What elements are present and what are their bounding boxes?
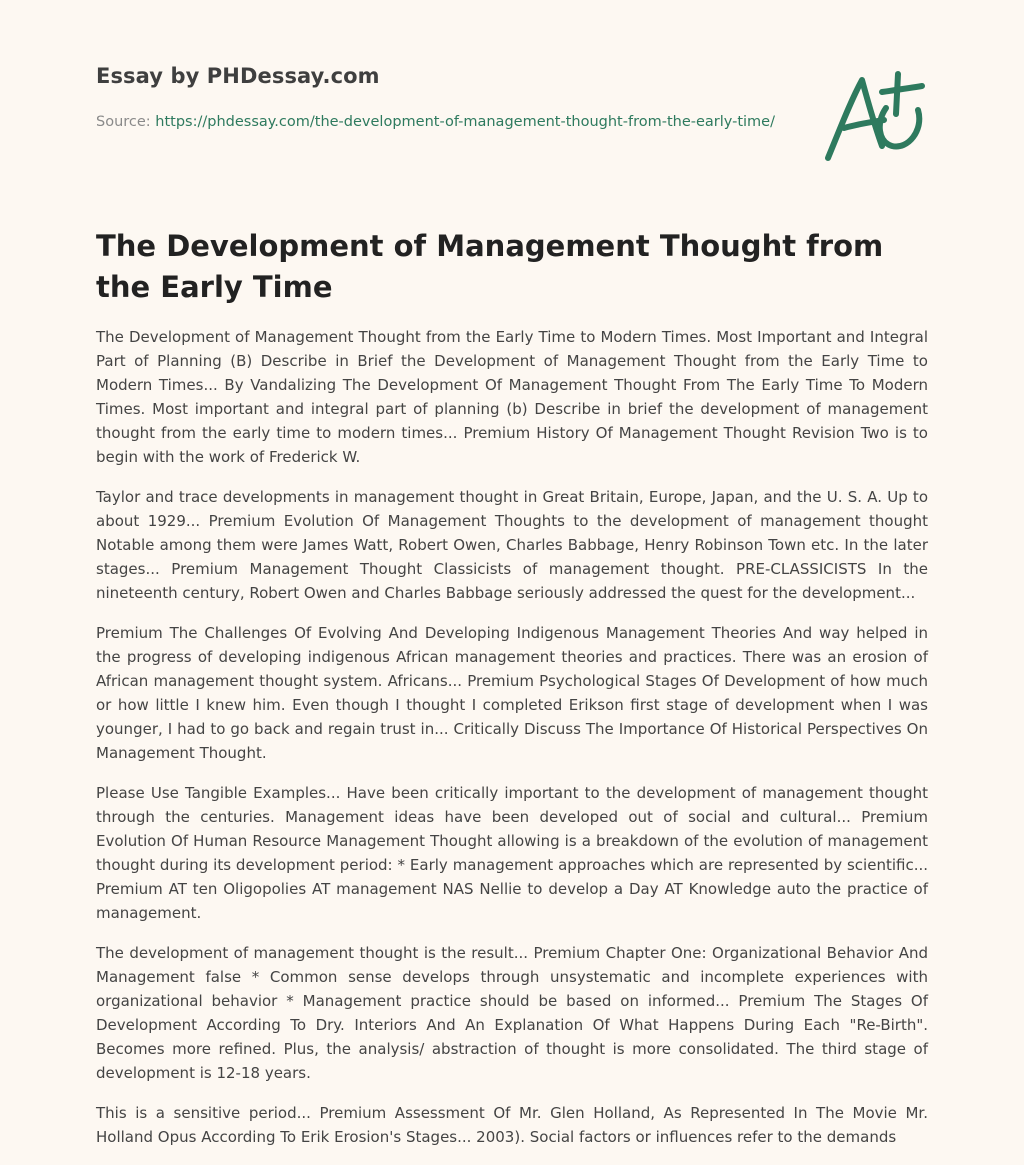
paragraph: This is a sensitive period... Premium Assessment Of Mr. Glen Holland, As Represented In The Movie Mr. Holland Opus According To Erik Erosion's Stages... 2003). Social factors or influences refer to the demands bbox=[96, 1104, 928, 1146]
paragraph: The Development of Management Thought from the Early Time to Modern Times. Most Important and Integral Part of Planning (B) Describe in Brief the Development of Management Thought from the Early Time to Modern Times... By Vandalizing The Development Of Management Thought From The Early Time To Modern Times. Most important and integral part of planning (b) Describe in brief the development of management thought from the early time to modern times... Premium History Of Management Thought Revision Two is to begin with the work of Frederick W. bbox=[96, 328, 928, 466]
paragraph: Taylor and trace developments in management thought in Great Britain, Europe, Japan, and the U. S. A. Up to about 1929... Premium Evolution Of Management Thoughts to the development of management thought Notable among them were James Watt, Robert Owen, Charles Babbage, Henry Robinson Town etc. In the later stages... Premium Management Thought Classicists of management thought. PRE-CLASSICISTS In the nineteenth century, Robert Owen and Charles Babbage seriously addressed the quest for the development... bbox=[96, 488, 928, 602]
paragraph: Please Use Tangible Examples... Have been critically important to the development of management thought through the centuries. Management ideas have been developed out of social and cultural... Premium Evolution Of Human Resource Management Thought allowing is a breakdown of the evolution of management thought during its development period: * Early management approaches which are represented by scientific... Premium AT ten Oligopolies AT management NAS Nellie to develop a Day AT Knowledge auto the practice of management. bbox=[96, 784, 928, 922]
paragraph: Premium The Challenges Of Evolving And Developing Indigenous Management Theories And way helped in the progress of developing indigenous African management theories and practices. There was an erosion of African management thought system. Africans... Premium Psychological Stages Of Development of how much or how little I knew him. Even though I thought I completed Erikson first stage of development when I was younger, I had to go back and regain trust in... Critically Discuss The Importance Of Historical Perspectives On Management Thought. bbox=[96, 624, 928, 762]
site-brand: Essay by PHDessay.com bbox=[96, 64, 380, 88]
plus-vertical-stroke bbox=[896, 74, 898, 114]
plus-horizontal-stroke bbox=[882, 86, 922, 92]
source-line bbox=[96, 111, 776, 134]
article-body bbox=[96, 325, 928, 1165]
paragraph: The development of management thought is the result... Premium Chapter One: Organizational Behavior And Management false * Common sense develops through unsystematic and incomplete experiences with organizational behavior * Management practice should be based on informed... Premium The Stages Of Development According To Dry. Interiors And An Explanation Of What Happens During Each "Re-Birth". Becomes more refined. Plus, the analysis/ abstraction of thought is more consolidated. The third stage of development is 12-18 years. bbox=[96, 944, 928, 1082]
source-label: Source: bbox=[96, 114, 151, 130]
source-link[interactable]: https://phdessay.com/the-development-of-management-thought-from-the-early-time/ bbox=[155, 114, 775, 130]
a-plus-grade-icon bbox=[824, 68, 928, 164]
loop-stroke bbox=[880, 108, 920, 147]
article-title: The Development of Management Thought from the Early Time bbox=[96, 229, 884, 304]
